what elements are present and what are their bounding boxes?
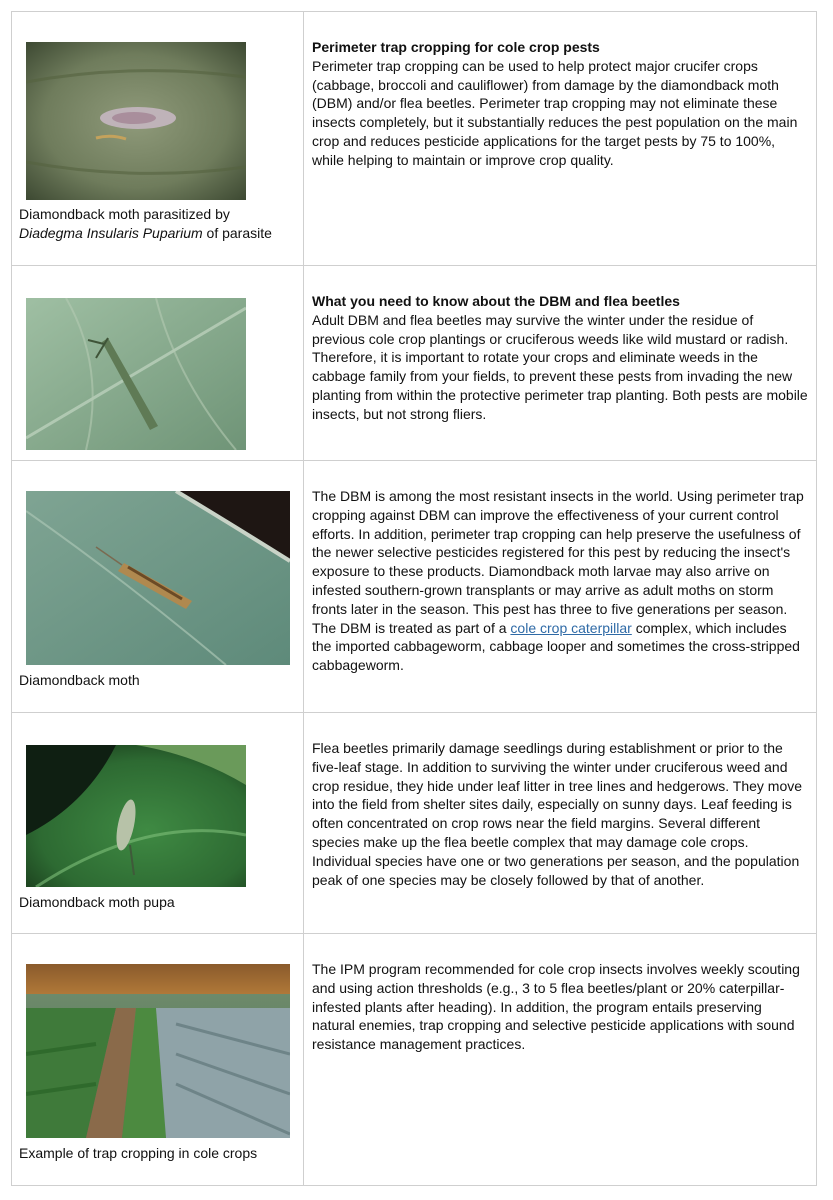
- content-table: [11, 11, 817, 1186]
- section-body: Adult DBM and flea beetles may survive the winter under the residue of previous cole crop plantings or cruciferous weeds like wild mustard or radish. Therefore, it is important to rotate your crops and eliminate weeds in the cabbage family from your fields, to prevent these pests from invading the new planting from within the protective perimeter trap planting. Both pests are mobile insects, but not strong fliers.: [312, 311, 808, 422]
- text-cell: [304, 12, 817, 266]
- image-caption: Diamondback moth pupa: [19, 894, 175, 910]
- table-row: [12, 713, 817, 934]
- section-body: The IPM program recommended for cole crop insects involves weekly scouting and using action thresholds (e.g., 3 to 5 flea beetles/plant or 20% caterpillar-infested plants after heading). In addition, the program entails preserving natural enemies, trap cropping and selective pesticide applications with sound resistance management practices.: [312, 961, 800, 1053]
- image-cell: [12, 461, 304, 713]
- image-cell: [12, 713, 304, 934]
- dbm-on-leaf-photo: [26, 298, 246, 450]
- image-cell: [12, 934, 304, 1186]
- text-cell: [304, 713, 817, 934]
- moth-pupa-photo: [26, 745, 246, 887]
- image-caption: Example of trap cropping in cole crops: [19, 1145, 258, 1161]
- section-body: The DBM is among the most resistant insects in the world. Using perimeter trap cropping against DBM can improve the effectiveness of your current control efforts. In addition, perimeter trap cropping can help preserve the usefulness of the newer selective pesticides registered for this pest by reducing the insect's exposure to these products. Diamondback moth larvae may also arrive on infested southern-grown transplants or may arrive as adult moths on storm fronts later in the season. This pest has three to five generations per season. The DBM is treated as part of a cole crop caterpillar complex, which includes the imported cabbageworm, cabbage looper and sometimes the cross-stripped cabbageworm.: [312, 488, 804, 674]
- image-caption: Diamondback moth parasitized by Diadegma Insularis Puparium of parasite: [19, 206, 272, 241]
- text-cell: [304, 461, 817, 713]
- table-row: [12, 266, 817, 461]
- section-heading: What you need to know about the DBM and flea beetles: [312, 293, 680, 309]
- text-cell: [304, 266, 817, 461]
- table-row: [12, 12, 817, 266]
- cole-crop-caterpillar-link[interactable]: cole crop caterpillar: [510, 619, 632, 636]
- moth-parasitized-photo: [26, 42, 246, 200]
- section-body: Flea beetles primarily damage seedlings during establishment or prior to the five-leaf stage. In addition to surviving the winter under cruciferous weed and crop residue, they hide under leaf litter in tree lines and hedgerows. They move into the field from shelter sites daily, especially on sunny days. Leaf feeding is often concentrated on crop rows near the field margins. Several different species make up the flea beetle complex that may damage cole crops. Individual species have one or two generations per season, and the population peak of one species may be closely followed by that of another.: [312, 740, 803, 888]
- image-cell: [12, 12, 304, 266]
- section-body: Perimeter trap cropping can be used to help protect major crucifer crops (cabbage, broccoli and cauliflower) from damage by the diamondback moth (DBM) and/or flea beetles. Perimeter trap cropping may not eliminate these insects completely, but it substantially reduces the pest population on the main crop and reduces pesticide applications for the target pests by 75 to 100%, while helping to maintain or improve crop quality.: [312, 57, 798, 168]
- trap-cropping-field-photo: [26, 964, 290, 1138]
- text-cell: [304, 934, 817, 1186]
- image-caption: Diamondback moth: [19, 672, 140, 688]
- diamondback-moth-photo: [26, 491, 290, 665]
- image-cell: [12, 266, 304, 461]
- table-row: [12, 461, 817, 713]
- section-heading: Perimeter trap cropping for cole crop pests: [312, 39, 600, 55]
- table-row: [12, 934, 817, 1186]
